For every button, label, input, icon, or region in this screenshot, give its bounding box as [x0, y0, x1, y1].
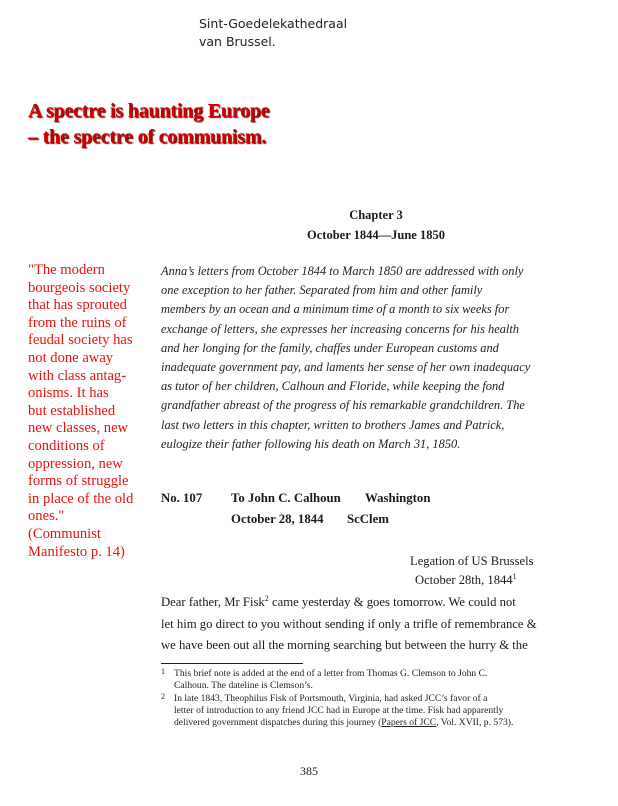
- dateline-location: Legation of US Brussels: [410, 554, 534, 568]
- quote-line: new classes, new: [28, 420, 129, 437]
- caption-line-1: Sint-Goedelekathedraal: [199, 16, 348, 31]
- intro-line: as tutor of her children, Calhoun and Floride, while keeping the fond: [161, 379, 505, 394]
- letter-body: [161, 592, 601, 657]
- dateline-date: October 28th, 1844: [415, 573, 513, 587]
- footnote-2-line-3a: delivered government dispatches during this journey (: [174, 717, 382, 728]
- footnote-1-number: 1: [161, 667, 165, 676]
- footnote-2-line-2: letter of introduction to any friend JCC had in Europe at the time. Fisk had apparently: [174, 705, 504, 716]
- quote-line: oppression, new: [28, 455, 123, 472]
- letter-place: Washington: [365, 491, 431, 505]
- letter-archive-code: ScClem: [347, 512, 389, 526]
- footnote-2-number: 2: [161, 692, 165, 701]
- dateline: [410, 552, 533, 590]
- body-line-3: we have been out all the morning searching but between the hurry & the: [161, 638, 528, 652]
- quote-line: in place of the old: [28, 490, 134, 507]
- quote-line: not done away: [28, 349, 114, 366]
- footnotes: [161, 668, 601, 730]
- footnote-2-line-1: In late 1843, Theophilus Fisk of Portsmouth, Virginia, had asked JCC’s favor of a: [174, 693, 488, 704]
- footnote-ref-1: 1: [512, 571, 517, 581]
- headline-line-1: A spectre is haunting Europe: [28, 100, 270, 122]
- intro-line: grandfather abreast of the progress of his remarkable grandchildren. The: [161, 398, 525, 413]
- footnote-divider: [161, 663, 303, 664]
- chapter-dates: October 1844—June 1850: [307, 228, 445, 242]
- chapter-introduction: [161, 262, 601, 454]
- quote-line: that has sprouted: [28, 297, 127, 314]
- chapter-title: Chapter 3: [349, 208, 403, 222]
- letter-number: No. 107: [161, 491, 203, 505]
- intro-line: one exception to her father. Separated from him and other family: [161, 283, 483, 298]
- footnote-1-line-2: Calhoun. The dateline is Clemson’s.: [174, 680, 313, 691]
- footnote-1: [161, 668, 601, 692]
- caption-line-2: van Brussel.: [199, 34, 276, 49]
- quote-line: from the ruins of: [28, 314, 127, 331]
- body-line-1a: Dear father, Mr Fisk: [161, 595, 265, 609]
- quote-line: bourgeois society: [28, 279, 131, 296]
- headline: [28, 98, 269, 150]
- image-caption: [199, 15, 347, 51]
- intro-line: and her longing for the family, chaffes under European customs and: [161, 340, 499, 355]
- quote-line: ones.": [28, 508, 65, 525]
- footnote-1-line-1: This brief note is added at the end of a letter from Thomas G. Clemson to John C.: [174, 668, 488, 679]
- manifesto-quote: [28, 262, 152, 561]
- body-line-2: let him go direct to you without sending if only a trifle of remembrance &: [161, 616, 537, 631]
- page-number: 385: [300, 764, 318, 778]
- letter-date: October 28, 1844: [231, 512, 324, 526]
- quote-line: "The modern: [28, 262, 105, 278]
- intro-line: exchange of letters, she expresses her increasing concerns for his health: [161, 321, 519, 336]
- quote-line: forms of struggle: [28, 473, 129, 490]
- footnote-ref-2: 2: [264, 593, 269, 603]
- footnote-2: [161, 693, 601, 729]
- quote-line: but established: [28, 402, 116, 419]
- letter-heading: [161, 488, 430, 530]
- quote-line: conditions of: [28, 437, 105, 454]
- footnote-2-line-3b: , Vol. XVII, p. 573).: [436, 717, 514, 728]
- quote-line: Manifesto p. 14): [28, 543, 125, 560]
- intro-line: Anna’s letters from October 1844 to March 1850 are addressed with only: [161, 264, 524, 278]
- intro-line: members by an ocean and a minimum time of a month to six weeks for: [161, 302, 510, 317]
- chapter-heading: [160, 205, 592, 245]
- citation-title: Papers of JCC: [381, 717, 437, 728]
- quote-line: (Communist: [28, 525, 101, 542]
- quote-line: feudal society has: [28, 332, 133, 349]
- intro-line: inadequate government pay, and laments her sense of her own inadequacy: [161, 360, 531, 375]
- body-line-1b: came yesterday & goes tomorrow. We could not: [268, 595, 516, 609]
- letter-recipient: To John C. Calhoun: [231, 491, 341, 505]
- intro-line: eulogize their father following his death on March 31, 1850.: [161, 436, 461, 451]
- intro-line: last two letters in this chapter, written to brothers James and Patrick,: [161, 417, 505, 432]
- quote-line: with class antag-: [28, 367, 127, 384]
- quote-line: onisms. It has: [28, 385, 109, 402]
- headline-line-2: – the spectre of communism.: [28, 126, 267, 148]
